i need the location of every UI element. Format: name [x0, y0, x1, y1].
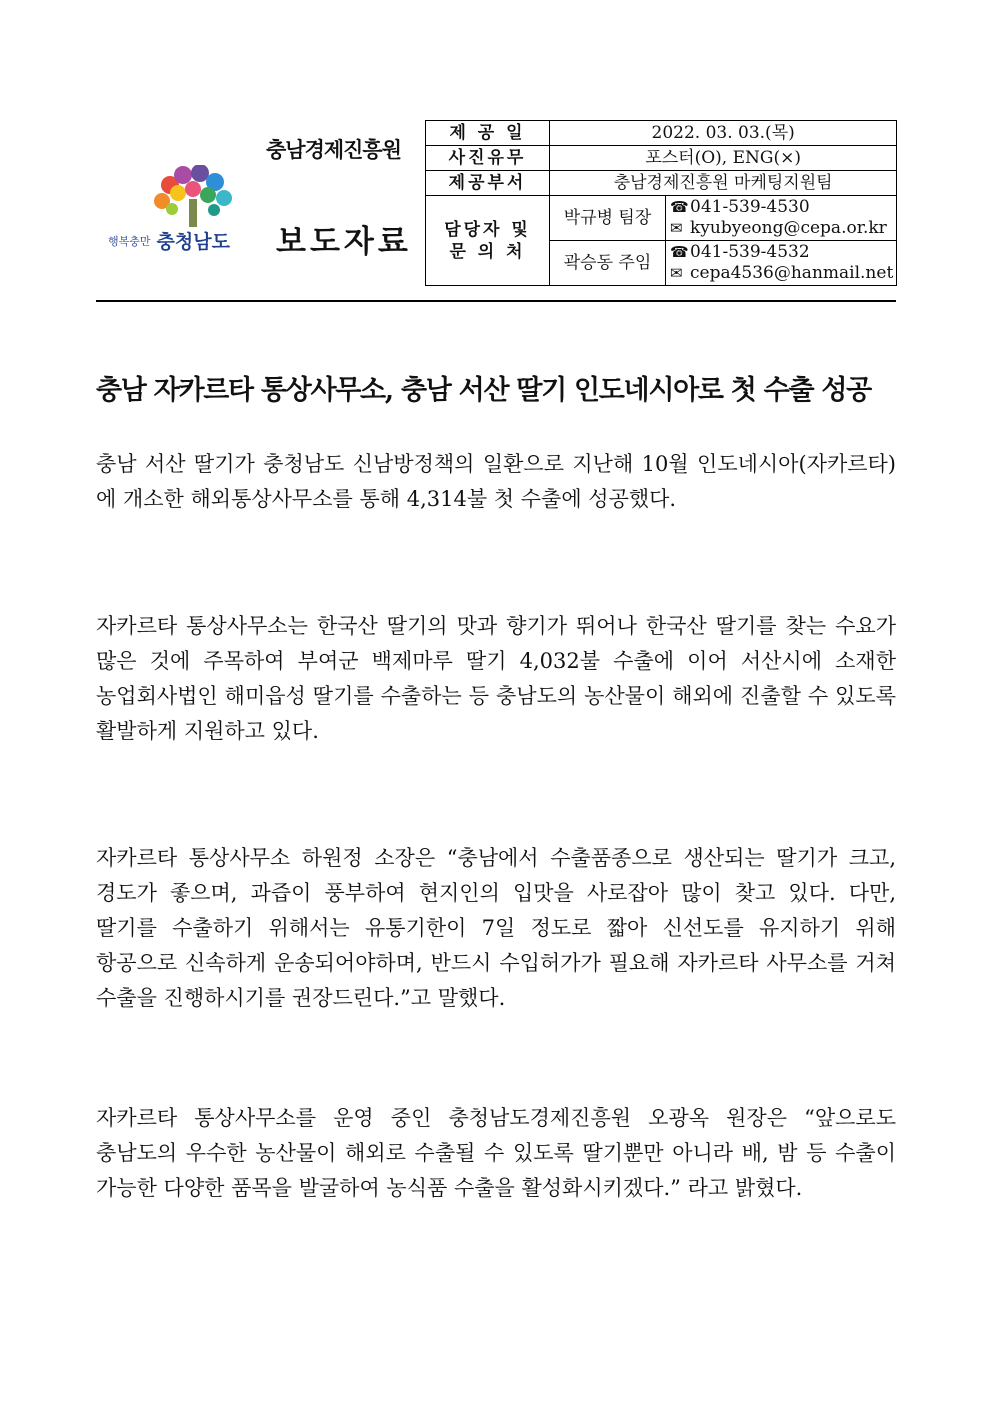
contact-details-2 [666, 241, 897, 286]
phone-icon: ☎ [670, 198, 689, 216]
paragraph-2: 자카르타 통상사무소는 한국산 딸기의 맛과 향기가 뛰어나 한국산 딸기를 찾는 수요가 많은 것에 주목하여 부여군 백제마루 딸기 4,032불 수출에 이어 서산시에 소재한 농업회사법인 해미읍성 딸기를 수출하는 등 충남도의 농산물이 해외에 진출할 수 있도록 활발하게 지원하고 있다. [96, 614, 896, 743]
paragraph-1: 충남 서산 딸기가 충청남도 신남방정책의 일환으로 지난해 10월 인도네시아(자카르타)에 개소한 해외통상사무소를 통해 4,314불 첫 수출에 성공했다. [96, 452, 896, 511]
date-label: 제 공 일 [426, 121, 550, 146]
contact-person-2: 곽승동 주임 [550, 241, 666, 286]
contact-email-2[interactable]: cepa4536@hanmail.net [690, 263, 894, 283]
chungnam-logo [108, 165, 248, 260]
phone-icon: ☎ [670, 243, 689, 261]
contact-person-1: 박규병 팀장 [550, 196, 666, 241]
photo-label: 사진유무 [426, 146, 550, 171]
contact-label-line-1: 담당자 및 [444, 219, 531, 240]
date-value: 2022. 03. 03.(목) [550, 121, 897, 146]
paragraph-4: 자카르타 통상사무소를 운영 중인 충청남도경제진흥원 오광옥 원장은 “앞으로도 충남도의 우수한 농산물이 해외로 수출될 수 있도록 딸기뿐만 아니라 배, 밤 등 수출이 가능한 다양한 품목을 발굴하여 농식품 수출을 활성화시키겠다.” 라고 밝혔다. [96, 1106, 897, 1200]
logo-slogan: 행복충만 [108, 234, 151, 248]
photo-value: 포스터(O), ENG(×) [550, 146, 897, 171]
tree-logo-icon [150, 165, 236, 227]
press-release-label: 보도자료 [276, 224, 412, 260]
dept-label: 제공부서 [426, 171, 550, 196]
logo-name: 충청남도 [156, 231, 230, 253]
envelope-icon: ✉ [670, 264, 683, 282]
dept-value: 충남경제진흥원 마케팅지원팀 [550, 171, 897, 196]
org-name: 충남경제진흥원 [266, 137, 402, 162]
contact-phone-1: 041-539-4530 [690, 197, 810, 217]
paragraph-3: 자카르타 통상사무소 하원정 소장은 “충남에서 수출품종으로 생산되는 딸기가 크고, 경도가 좋으며, 과즙이 풍부하여 현지인의 입맛을 사로잡아 많이 찾고 있다. 다만, 딸기를 수출하기 위해서는 유통기한이 7일 정도로 짧아 신선도를 유지하기 위해 항공으로 신속하게 운송되어야하며, 반드시 수입허가가 필요해 자카르타 사무소를 거쳐 수출을 진행하시기를 권장드린다.”고 말했다. [96, 846, 896, 1010]
headline: 충남 자카르타 통상사무소, 충남 서산 딸기 인도네시아로 첫 수출 성공 [96, 375, 871, 406]
contact-label-line-2: 문 의 처 [449, 241, 526, 262]
contact-details-1 [666, 196, 897, 241]
release-info-table [425, 120, 897, 286]
contact-label [426, 196, 550, 286]
contact-email-1[interactable]: kyubyeong@cepa.or.kr [690, 218, 887, 238]
header-divider [96, 300, 896, 302]
contact-phone-2: 041-539-4532 [690, 242, 810, 262]
envelope-icon: ✉ [670, 219, 683, 237]
